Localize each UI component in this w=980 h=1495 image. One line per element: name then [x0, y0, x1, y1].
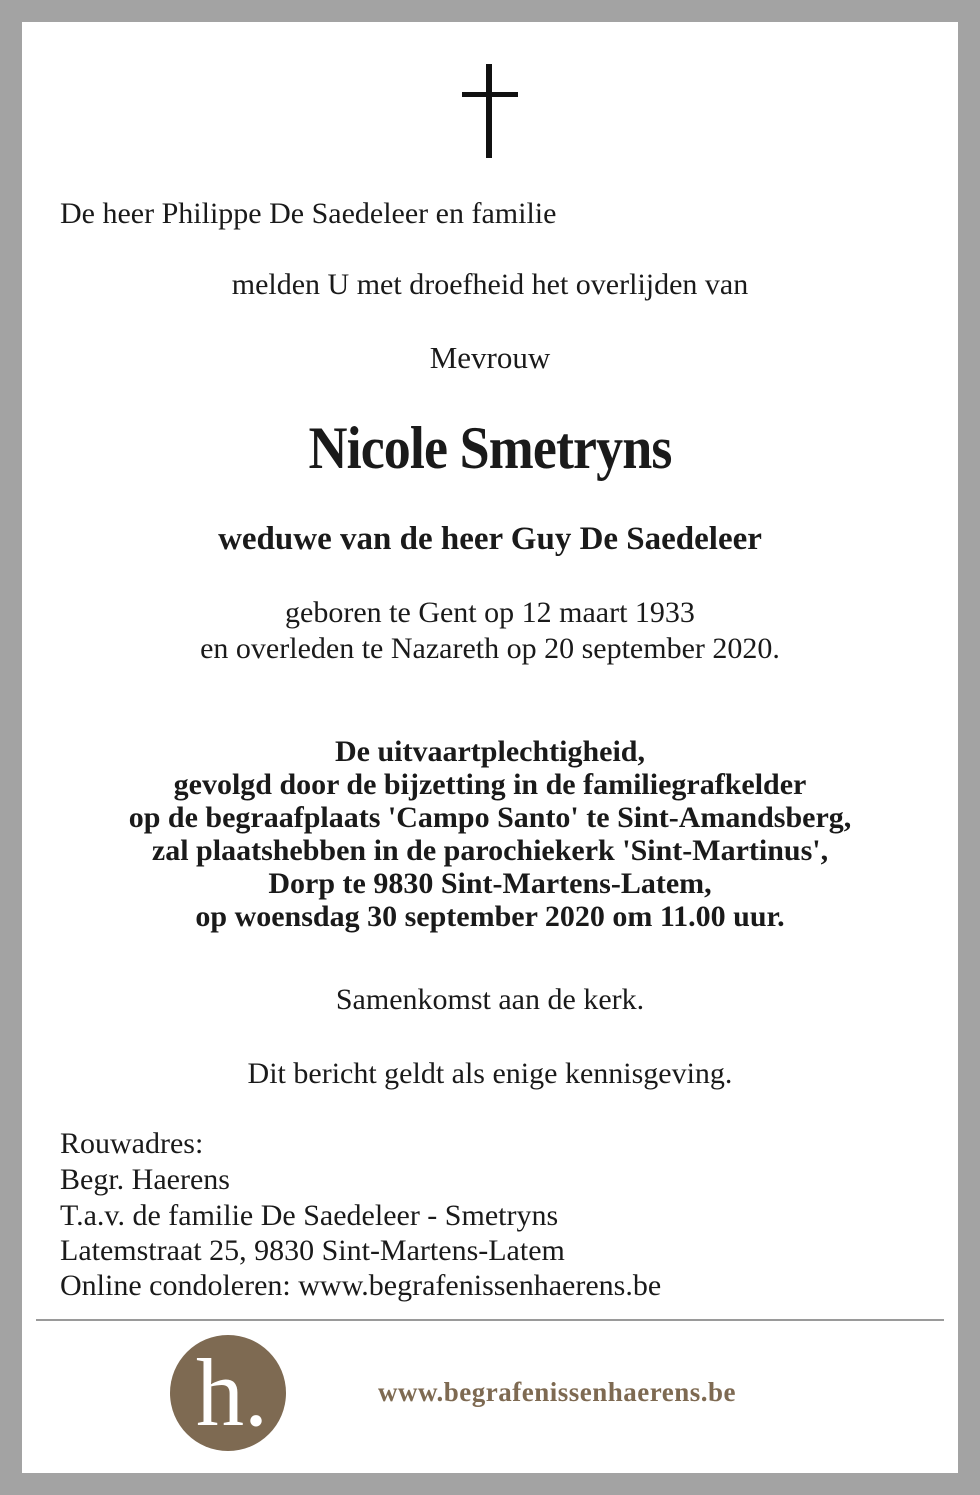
notice-note: Dit bericht geldt als enige kennisgeving.	[247, 1057, 733, 1090]
ceremony-line: De uitvaartplechtigheid,	[335, 735, 645, 768]
address-heading: Rouwadres:	[60, 1127, 204, 1160]
ceremony-line: op de begraafplaats 'Campo Santo' te Sint-Amandsberg,	[128, 801, 852, 834]
address-line-3: Latemstraat 25, 9830 Sint-Martens-Latem	[60, 1234, 565, 1267]
ceremony-line: zal plaatshebben in de parochiekerk 'Sint-Martinus',	[151, 834, 829, 867]
birth-line: geboren te Gent op 12 maart 1933	[285, 596, 695, 629]
deceased-name: Nicole Smetryns	[308, 415, 672, 481]
address-line-1: Begr. Haerens	[60, 1163, 230, 1196]
salutation: Mevrouw	[429, 340, 551, 375]
footer-website[interactable]: www.begrafenissenhaerens.be	[378, 1377, 737, 1407]
ceremony-line: gevolgd door de bijzetting in de familiegrafkelder	[173, 768, 807, 801]
announcement-intro: melden U met droefheid het overlijden van	[231, 268, 749, 301]
ceremony-details	[0, 735, 980, 933]
address-line-4: Online condoleren: www.begrafenissenhaerens.be	[60, 1269, 662, 1302]
widow-of: weduwe van de heer Guy De Saedeleer	[218, 521, 762, 557]
address-line-2: T.a.v. de familie De Saedeleer - Smetryns	[60, 1199, 559, 1232]
ceremony-line: op woensdag 30 september 2020 om 11.00 uur.	[195, 900, 785, 933]
footer-divider	[36, 1319, 944, 1321]
logo-letter: h.	[196, 1339, 268, 1446]
funeral-home-logo	[170, 1335, 286, 1451]
announcer: De heer Philippe De Saedeleer en familie	[60, 197, 557, 230]
ceremony-line: Dorp te 9830 Sint-Martens-Latem,	[268, 867, 712, 900]
cross-icon	[462, 64, 518, 158]
gathering-note: Samenkomst aan de kerk.	[335, 983, 645, 1016]
death-line: en overleden te Nazareth op 20 september 2020.	[200, 632, 780, 665]
